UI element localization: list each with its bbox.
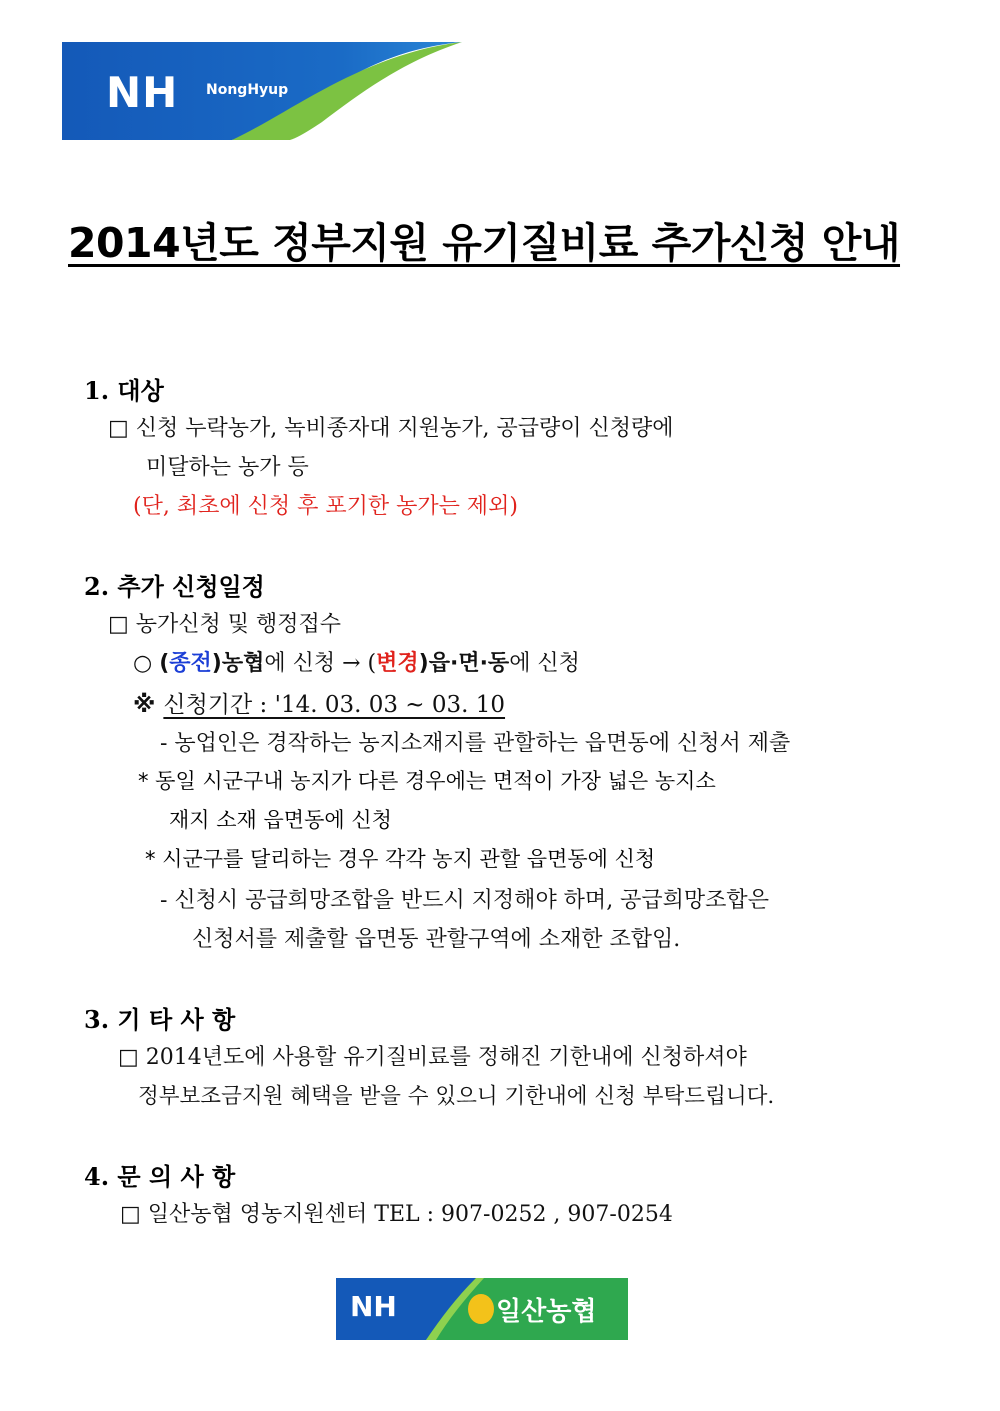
footer-nh-mark: NH bbox=[350, 1290, 397, 1323]
paren-open: ( bbox=[159, 651, 170, 676]
nonghyup-logo bbox=[62, 42, 462, 140]
section-2-box-item: □ 농가신청 및 행정접수 bbox=[108, 612, 342, 637]
detail-star-2: * 시군구를 달리하는 경우 각각 농지 관할 읍면동에 신청 bbox=[145, 847, 656, 871]
contact-line: □ 일산농협 영농지원센터 TEL : 907-0252 , 907-0254 bbox=[120, 1202, 673, 1227]
nonghyup-label: 농협 bbox=[221, 651, 265, 676]
circle-bullet: ○ bbox=[133, 651, 160, 676]
detail-star-1-line-1: * 동일 시군구내 농지가 다른 경우에는 면적이 가장 넓은 농지소 bbox=[138, 769, 716, 793]
paren-close: ) bbox=[211, 651, 222, 676]
section-1-line-1: □ 신청 누락농가, 녹비종자대 지원농가, 공급량이 신청량에 bbox=[108, 416, 674, 441]
previous-label: 종전 bbox=[169, 651, 212, 676]
flow-middle-text: 에 신청 → ( bbox=[264, 651, 377, 676]
detail-dash-2-line-2: 신청서를 제출할 읍면동 관할구역에 소재한 조합임. bbox=[192, 927, 681, 952]
section-3-line-1: □ 2014년도에 사용할 유기질비료를 정해진 기한내에 신청하셔야 bbox=[118, 1045, 747, 1070]
application-period-line bbox=[133, 686, 505, 719]
nonghyup-wordmark: NongHyup bbox=[206, 82, 289, 98]
page-title: 2014년도 정부지원 유기질비료 추가신청 안내 bbox=[68, 219, 901, 267]
section-3-line-2: 정부보조금지원 혜택을 받을 수 있으니 기한내에 신청 부탁드립니다. bbox=[138, 1084, 775, 1109]
paren-close-2: ) bbox=[418, 651, 429, 676]
flow-end-text: 에 신청 bbox=[509, 651, 580, 676]
section-3-heading: 3. 기 타 사 항 bbox=[84, 1005, 236, 1034]
detail-dash-1: - 농업인은 경작하는 농지소재지를 관할하는 읍면동에 신청서 제출 bbox=[160, 731, 791, 756]
section-1-heading: 1. 대상 bbox=[84, 376, 164, 405]
section-1-line-2: 미달하는 농가 등 bbox=[146, 455, 309, 480]
detail-dash-2-line-1: - 신청시 공급희망조합을 반드시 지정해야 하며, 공급희망조합은 bbox=[160, 888, 769, 913]
changed-label: 변경 bbox=[376, 651, 419, 676]
section-1-exclusion-note: (단, 최초에 신청 후 포기한 농가는 제외) bbox=[133, 494, 518, 519]
detail-star-1-line-2: 재지 소재 읍면동에 신청 bbox=[169, 808, 392, 832]
nonghyup-emblem-icon bbox=[468, 1294, 494, 1324]
section-2-heading: 2. 추가 신청일정 bbox=[84, 572, 265, 601]
reference-mark: ※ bbox=[133, 692, 164, 718]
section-4-heading: 4. 문 의 사 항 bbox=[84, 1162, 236, 1191]
footer-branch-name: 일산농협 bbox=[496, 1297, 597, 1327]
local-office-label: 읍·면·동 bbox=[428, 651, 510, 676]
application-period: 신청기간 : '14. 03. 03 ~ 03. 10 bbox=[163, 692, 506, 718]
nh-mark: NH bbox=[106, 68, 179, 117]
ilsan-nonghyup-logo bbox=[336, 1278, 628, 1340]
application-flow-line bbox=[133, 646, 580, 677]
